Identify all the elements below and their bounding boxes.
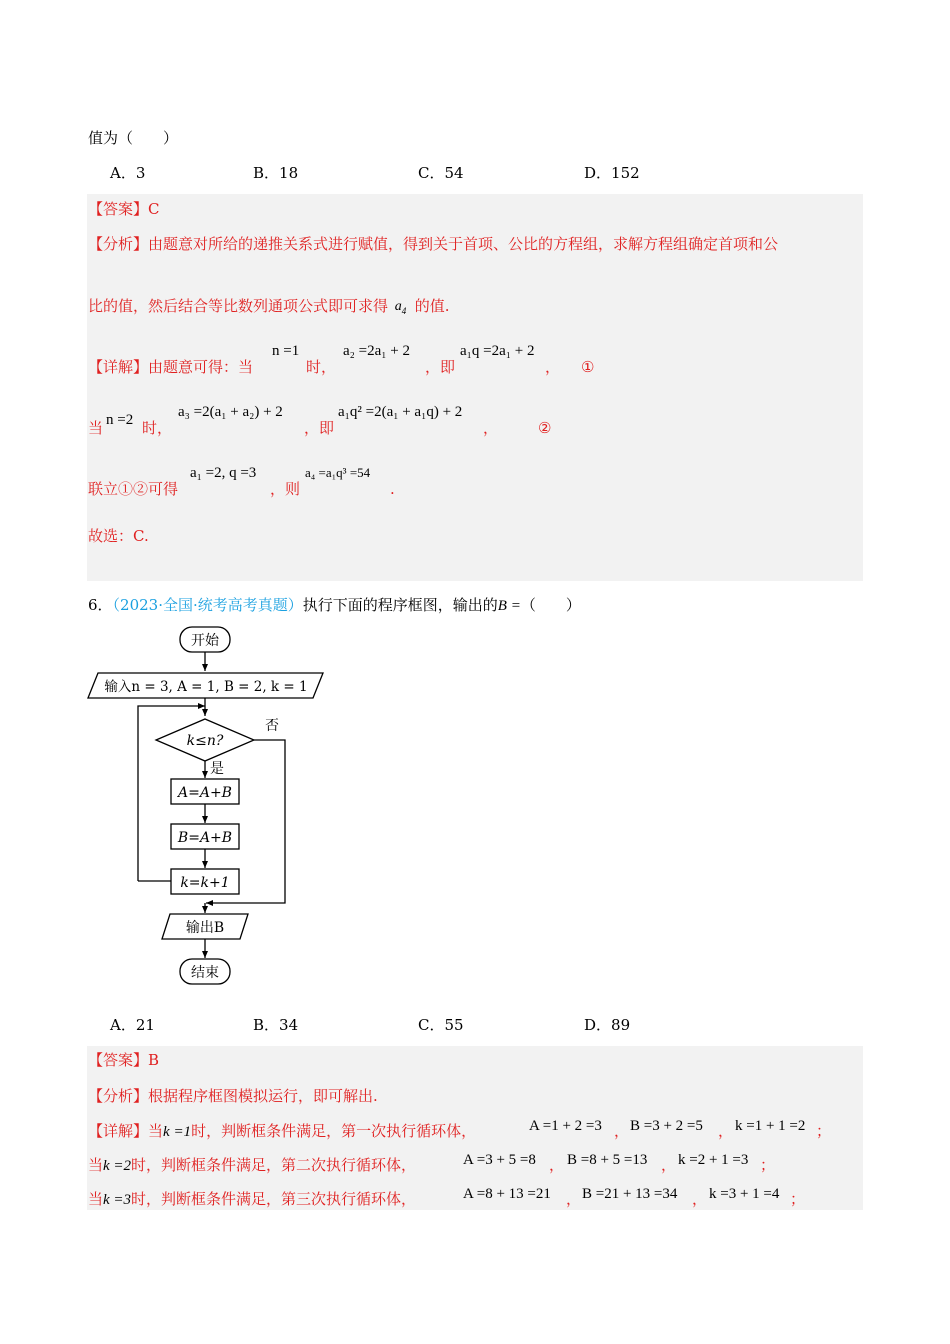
q5-answer-line — [88, 199, 160, 219]
q6-row1-eqK: k =1 + 1 =2 — [735, 1118, 806, 1134]
q5-detail-l1-end: ， — [545, 358, 561, 376]
q5-answer: C — [148, 200, 160, 218]
q5-detail-l2-pre: 当 — [88, 419, 104, 437]
q5-answer-tag: 【答案】 — [88, 200, 149, 218]
q6-row2-end: ； — [760, 1156, 776, 1174]
q6-stem-var: B = — [497, 598, 521, 614]
flow-input-label: 输入n = 3, A = 1, B = 2, k = 1 — [104, 679, 308, 695]
q6-detail-row-1 — [88, 1121, 476, 1142]
q6-detail-tag: 【详解】 — [88, 1122, 149, 1140]
q5-detail-l1-mid1: 时， — [306, 358, 337, 376]
q6-answer-tag: 【答案】 — [88, 1051, 149, 1069]
q6-answer-line — [88, 1050, 159, 1070]
flow-start-label: 开始 — [191, 633, 219, 649]
q5-detail-l3-eq1: a₁ =2, q =3 — [190, 465, 257, 481]
q6-option-a: A．21 — [110, 1016, 155, 1034]
q5-option-b: B．18 — [253, 164, 299, 182]
q5-detail-l2-mid2: ，即 — [304, 419, 335, 437]
q6-row3-pre: 当 — [88, 1190, 104, 1208]
q6-row2-text: 时，判断框条件满足，第二次执行循环体， — [131, 1156, 417, 1174]
q5-detail-l2-end: ， — [483, 419, 499, 437]
q6-row1-sep2: ， — [718, 1122, 734, 1140]
q5-detail-tag: 【详解】 — [88, 358, 149, 376]
q6-row1-eqB: B =3 + 2 =5 — [630, 1118, 703, 1134]
q5-analysis-text2-post: 的值. — [414, 297, 450, 315]
q5-analysis-line1 — [88, 234, 778, 254]
q6-row1-k: k =1 — [163, 1124, 192, 1140]
q6-row1-eqA: A =1 + 2 =3 — [529, 1118, 602, 1134]
flow-no-label: 否 — [265, 718, 279, 734]
q6-source: （2023·全国·统考高考真题） — [112, 596, 303, 614]
q6-option-c: C．55 — [418, 1016, 464, 1034]
flow-step2-label: B=A+B — [177, 830, 233, 846]
q6-row3-eqA: A =8 + 13 =21 — [463, 1186, 551, 1202]
flow-step1-label: A=A+B — [178, 785, 232, 801]
q6-answer: B — [148, 1051, 160, 1069]
q6-row1-end: ； — [816, 1122, 832, 1140]
q5-analysis-text1: 由题意对所给的递推关系式进行赋值，得到关于首项、公比的方程组，求解方程组确定首项和公 — [148, 235, 779, 253]
q6-row2-pre: 当 — [88, 1156, 104, 1174]
q6-row2-sep1: ， — [549, 1156, 565, 1174]
q6-row2-eqA: A =3 + 5 =8 — [463, 1152, 536, 1168]
q5-detail-l1-pre: 由题意可得：当 — [148, 358, 254, 376]
q5-detail-tag-line1 — [88, 357, 253, 377]
q6-stem-end: （ ） — [520, 596, 581, 614]
q6-stem-line — [88, 595, 581, 616]
q5-detail-l2-mid1: 时， — [142, 419, 173, 437]
q5-detail-l2-n: n =2 — [106, 412, 134, 428]
q6-row3-text: 时，判断框条件满足，第三次执行循环体， — [131, 1190, 417, 1208]
flow-decision-label: k≤n? — [186, 733, 224, 749]
q6-row3-k: k =3 — [103, 1192, 132, 1208]
q6-analysis-tag: 【分析】 — [88, 1087, 149, 1105]
q6-stem: 执行下面的程序框图，输出的 — [302, 596, 498, 614]
flow-step3-label: k=k+1 — [180, 875, 230, 891]
q6-row1-text: 时，判断框条件满足，第一次执行循环体， — [191, 1122, 477, 1140]
q5-detail-l1-n: n =1 — [272, 343, 300, 359]
q6-row3-sep1: ， — [566, 1190, 582, 1208]
q6-detail-row-3 — [88, 1189, 416, 1210]
q6-option-b: B．34 — [253, 1016, 299, 1034]
q6-number: 6． — [88, 596, 113, 614]
q5-detail-l1-eq2: a₁q =2a₁ + 2 — [460, 343, 535, 359]
q6-row2-k: k =2 — [103, 1158, 132, 1174]
q5-detail-l3-end: . — [390, 480, 395, 498]
q6-row2-sep2: ， — [661, 1156, 677, 1174]
q6-analysis: 根据程序框图模拟运行，即可解出. — [148, 1087, 378, 1105]
flow-yes-label: 是 — [210, 761, 224, 777]
q6-analysis-line — [88, 1086, 378, 1106]
q6-row3-sep2: ， — [692, 1190, 708, 1208]
q6-row3-eqB: B =21 + 13 =34 — [582, 1186, 678, 1202]
q5-circle-2: ② — [538, 419, 552, 437]
q5-stem-tail: 值为（ ） — [88, 129, 179, 147]
q5-detail-l3-pre: 联立①②可得 — [88, 480, 179, 498]
q5-option-d: D．152 — [584, 164, 640, 182]
flow-output-label: 输出B — [185, 920, 225, 936]
q6-row3-eqK: k =3 + 1 =4 — [709, 1186, 780, 1202]
q6-row3-end: ； — [790, 1190, 806, 1208]
q6-row1-pre: 当 — [148, 1122, 164, 1140]
q5-detail-l3-eq2: a₄ =a₁q³ =54 — [305, 465, 371, 480]
q5-option-c: C．54 — [418, 164, 464, 182]
q5-analysis-tag: 【分析】 — [88, 235, 149, 253]
q5-analysis-line2: 比的值，然后结合等比数列通项公式即可求得 $a_4$ 的值. — [88, 297, 450, 316]
q5-detail-l2-eq1: a₃ =2(a₁ + a₂) + 2 — [178, 404, 283, 420]
q5-option-a: A．3 — [110, 164, 146, 182]
q6-row2-eqB: B =8 + 5 =13 — [567, 1152, 648, 1168]
q5-conclusion: 故选：C. — [88, 527, 149, 545]
q5-detail-l3-mid: ，则 — [270, 480, 301, 498]
q5-detail-l2-eq2: a₁q² =2(a₁ + a₁q) + 2 — [338, 404, 463, 420]
flow-end-label: 结束 — [191, 965, 219, 981]
q5-detail-l1-mid2: ，即 — [425, 358, 456, 376]
q5-analysis-text2-pre: 比的值，然后结合等比数列通项公式即可求得 — [88, 297, 389, 315]
q6-flowchart — [80, 620, 340, 990]
q6-detail-row-2 — [88, 1155, 416, 1176]
q6-option-d: D．89 — [584, 1016, 631, 1034]
q6-row1-sep1: ， — [614, 1122, 630, 1140]
q5-circle-1: ① — [581, 358, 595, 376]
q5-detail-l1-eq1: a₂ =2a₁ + 2 — [343, 343, 410, 359]
q6-row2-eqK: k =2 + 1 =3 — [678, 1152, 749, 1168]
